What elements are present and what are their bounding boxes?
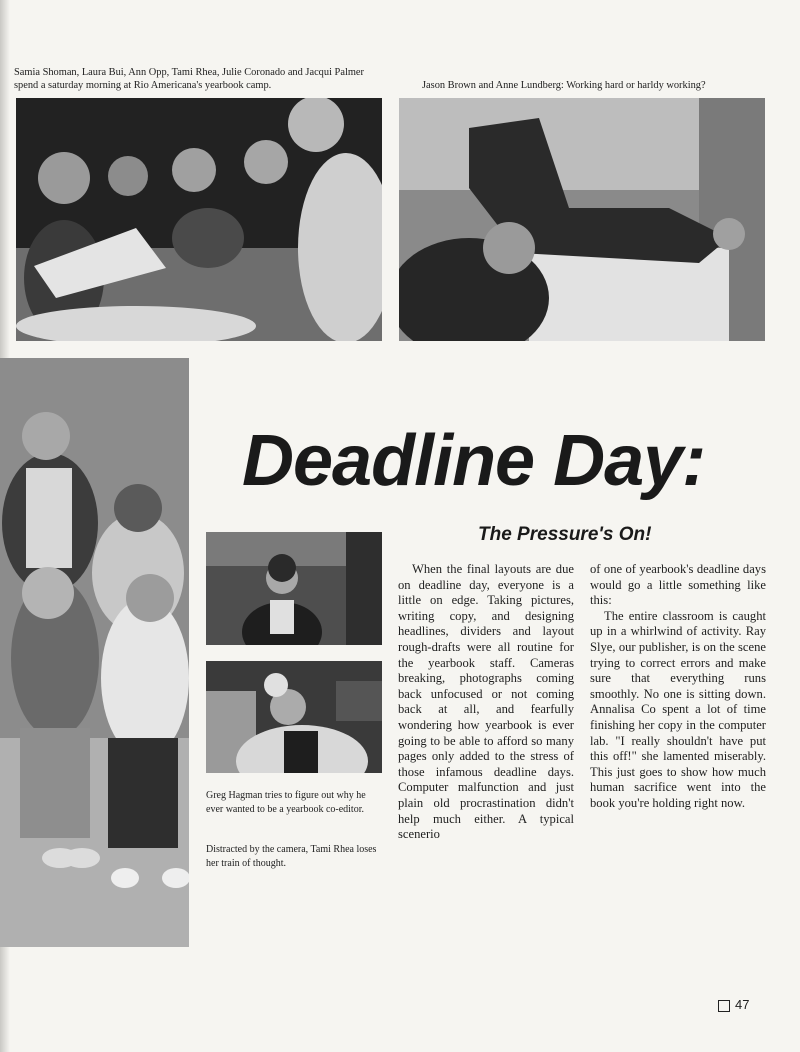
page-number-box-icon	[718, 1000, 730, 1012]
photo-greg-hagman	[206, 532, 382, 645]
photo-yearbook-camp-group	[16, 98, 382, 341]
article-paragraph: When the final layouts are due on deadline day, everyone is a little on edge. Taking pictures, writing copy, and designing headlines, dividers and layout rough-drafts were all routine for the yearbook staff. Cameras breaking, photographs coming back unfocused or not coming back at all, and fearfully wondering how yearbook is ever going to be able to afford so many pages only added to the stress of those infamous deadline days. Computer malfunction and just plain old procrastination didn't help much either. A typical scenerio	[398, 562, 574, 842]
article-paragraph: The entire classroom is caught up in a whirlwind of activity. Ray Slye, our publisher, is on the scene trying to correct errors and make sure that everything runs smoothly. No one is sitting down. Annalisa Co spent a lot of time finishing her copy in the computer lab. "I really shouldn't have put this off!" she lamented miserably. This just goes to show how much human sacrifice went into the book you're holding right now.	[590, 608, 766, 810]
photo-jason-anne	[399, 98, 765, 341]
article-column-2	[590, 562, 766, 812]
article-title: Deadline Day:	[242, 421, 706, 501]
caption-top-right: Jason Brown and Anne Lundberg: Working hard or harldy working?	[422, 80, 706, 91]
page-number: 47	[735, 997, 750, 1012]
caption-greg: Greg Hagman tries to figure out why he ever wanted to be a yearbook co-editor.	[206, 790, 366, 815]
photo-tami-rhea	[206, 661, 382, 773]
photo-girls-group	[0, 358, 189, 947]
caption-top-left: Samia Shoman, Laura Bui, Ann Opp, Tami Rhea, Julie Coronado and Jacqui Palmer spend a saturday morning at Rio Americana's yearbook camp.	[14, 67, 364, 91]
article-column-1	[398, 562, 574, 843]
article-paragraph: of one of yearbook's deadline days would go a little something like this:	[590, 562, 766, 608]
caption-tami: Distracted by the camera, Tami Rhea loses her train of thought.	[206, 844, 377, 869]
article-subtitle: The Pressure's On!	[478, 524, 652, 545]
